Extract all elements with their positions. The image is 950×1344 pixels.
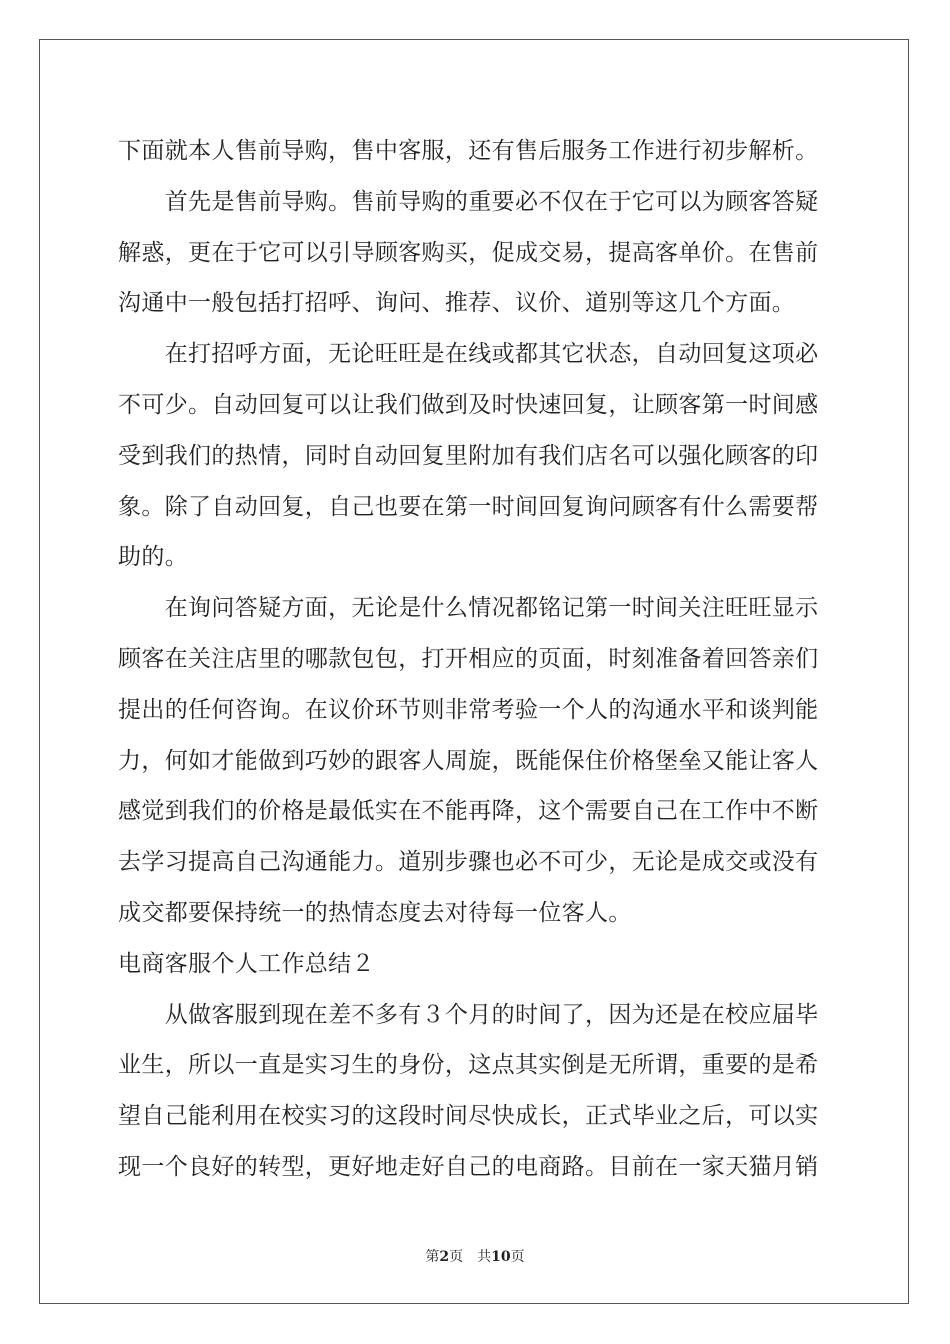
text-line: 受到我们的热情，同时自动回复里附加有我们店名可以强化顾客的印 <box>118 442 819 469</box>
text-line: 沟通中一般包括打招呼、询问、推荐、议价、道别等这几个方面。 <box>118 290 796 317</box>
text-line: 助的。 <box>118 544 189 571</box>
footer-page-prefix: 第 <box>425 1249 440 1265</box>
footer-page-mid: 页 共 <box>449 1249 492 1265</box>
footer-page-current: 2 <box>439 1249 450 1265</box>
footer-page-total: 10 <box>491 1249 511 1265</box>
text-line: 不可少。自动回复可以让我们做到及时快速回复，让顾客第一时间感 <box>118 391 819 418</box>
text-line: 力，何如才能做到巧妙的跟客人周旋，既能保住价格堡垒又能让客人 <box>118 747 819 774</box>
text-line: 从做客服到现在差不多有３个月的时间了，因为还是在校应届毕 <box>118 1001 819 1028</box>
text-line: 业生，所以一直是实习生的身份，这点其实倒是无所谓，重要的是希 <box>118 1052 819 1079</box>
text-line: 象。除了自动回复，自己也要在第一时间回复询问顾客有什么需要帮 <box>118 493 819 520</box>
text-line: 现一个良好的转型，更好地走好自己的电商路。目前在一家天猫月销 <box>118 1153 819 1180</box>
text-line: 望自己能利用在校实习的这段时间尽快成长，正式毕业之后，可以实 <box>118 1103 819 1130</box>
document-body <box>118 126 834 1193</box>
footer-page-suffix: 页 <box>510 1249 525 1265</box>
text-line: 解惑，更在于它可以引导顾客购买，促成交易，提高客单价。在售前 <box>118 239 819 266</box>
section-heading: 电商客服个人工作总结２ <box>118 950 375 977</box>
text-line: 在询问答疑方面，无论是什么情况都铭记第一时间关注旺旺显示 <box>118 595 819 622</box>
text-line: 首先是售前导购。售前导购的重要必不仅在于它可以为顾客答疑 <box>118 188 819 215</box>
text-line: 下面就本人售前导购，售中客服，还有售后服务工作进行初步解析。 <box>118 138 819 164</box>
text-line: 成交都要保持统一的热情态度去对待每一位客人。 <box>118 899 632 926</box>
text-line: 去学习提高自己沟通能力。道别步骤也必不可少，无论是成交或没有 <box>118 849 819 876</box>
text-line: 在打招呼方面，无论旺旺是在线或都其它状态，自动回复这项必 <box>118 341 819 368</box>
page-footer <box>0 1246 950 1266</box>
text-line: 提出的任何咨询。在议价环节则非常考验一个人的沟通水平和谈判能 <box>118 696 819 723</box>
text-line: 顾客在关注店里的哪款包包，打开相应的页面，时刻准备着回答亲们 <box>118 645 819 672</box>
text-line: 感觉到我们的价格是最低实在不能再降，这个需要自己在工作中不断 <box>118 798 819 825</box>
